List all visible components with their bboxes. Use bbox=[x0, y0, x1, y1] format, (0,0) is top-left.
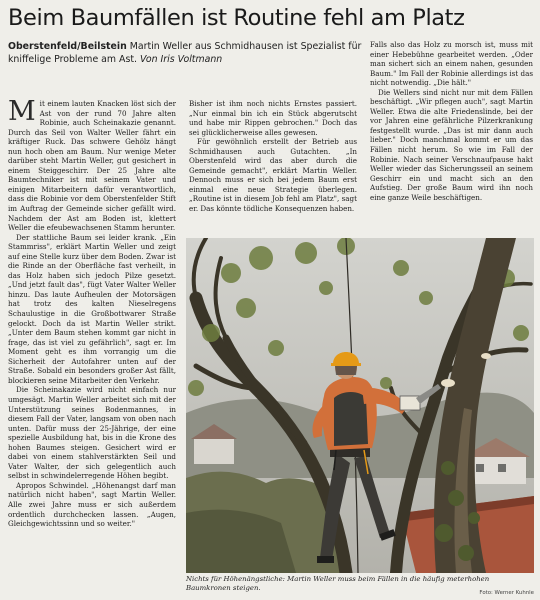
paragraph: Die Wellers sind nicht nur mit dem Fällen beschäftigt. „Wir pflegen auch", sagt Martin Weller. Etwa die alte Friedenslinde, bei der vor Jahren eine gefährliche Pilzerkrankung festgestellt wurde. „Das ist mir dann auch lieber." Doch manchmal kommt er um das Fällen nicht herum. So wie im Fall der Robinie. Nach seiner Verschnaufpause hakt Weller wieder das Sicherungsseil an seinem Geschirr ein und macht sich an den Aufstieg. Der große Baum wird ihn noch eine ganze Weile beschäftigen. bbox=[370, 87, 533, 202]
article-column-3 bbox=[370, 40, 533, 238]
paragraph bbox=[8, 99, 176, 233]
article-photo bbox=[186, 238, 534, 573]
paragraph: Die Scheinakazie wird nicht einfach nur umgesägt. Martin Weller arbeitet sich mit der Unterstützung seines Bodenmannes, in diesem Fall der Vater, langsam von oben nach unten. Dafür muss der 25-Jährige, der eine spezielle Ausbildung hat, bis in die Krone des hohen Baumes steigen. Gesichert wird er dabei von einem stahlverstärkten Seil und Vater Walter, der sich gelegentlich auch selbst in schwindelerregende Höhen begibt. bbox=[8, 385, 176, 481]
photo-caption: Nichts für Höhenängstliche: Martin Weller muss beim Fällen in die häufig meterhohen Baumkronen steigen. bbox=[186, 575, 490, 593]
photo-illustration bbox=[186, 238, 534, 573]
subline bbox=[8, 40, 370, 66]
drop-cap: M bbox=[8, 99, 36, 127]
paragraph: Apropos Schwindel. „Höhenangst darf man natürlich nicht haben", sagt Martin Weller. Alle zwei Jahre muss er sich außerdem ordentlich durchchecken lassen. „Augen, Gleichgewichtssinn und so weiter." bbox=[8, 480, 176, 529]
paragraph: Für gewöhnlich erstellt der Betrieb aus Schmidhausen auch Gutachten. „In Oberstenfeld wird das aber durch die Gemeinde gemacht", erklärt Martin Weller. Dennoch muss er sich bei jedem Baum erst einmal eine neue Strategie überlegen. „Routine ist in diesem Job fehl am Platz", sagt er. Das könnte tödliche Konsequenzen haben. bbox=[189, 137, 357, 214]
paragraph: Falls also das Holz zu morsch ist, muss mit einer Hebebühne gearbeitet werden. „Oder man sichert sich an einem nahen, gesunden Baum." Im Fall der Robinie allerdings ist das nicht notwendig. „Die hält." bbox=[370, 40, 533, 88]
paragraph: Bisher ist ihm noch nichts Ernstes passiert. „Nur einmal bin ich ein Stück abgerutscht und habe mir Rippen gebrochen." Doch das sei glücklicherweise alles gewesen. bbox=[189, 99, 357, 137]
article-column-2 bbox=[189, 99, 357, 231]
photo-credit: Foto: Werner Kuhnle bbox=[479, 590, 534, 596]
paragraph-text: it einem lauten Knacken löst sich der Ast von der rund 70 Jahre alten Robinie, auch Scheinakazie genannt. Durch das Seil von Walter Weller fährt ein kräftiger Ruck. Das schwere Gehölz hängt nun hoch oben am Baum. Nur wenige Meter darüber steht Martin Weller, gut gesichert in einem Steiggeschirr. Der 25 Jahre alte Baumtechniker ist mit seinem Vater und einigen Mitarbeitern dafür verantwortlich, dass die Robinie vor dem Oberstenfelder Stift im Auftrag der Gemeinde sicher gefällt wird. Nachdem der Ast am Boden ist, klettert Weller die efeubewachsenen Stamm herunter. bbox=[8, 99, 176, 233]
subline-place: Oberstenfeld/Beilstein bbox=[8, 41, 127, 52]
headline: Beim Baumfällen ist Routine fehl am Platz bbox=[8, 5, 465, 31]
subline-author: Von Iris Voltmann bbox=[139, 54, 223, 65]
paragraph: Der stattliche Baum sei leider krank. „Ein Stammriss", erklärt Martin Weller und zeigt auf eine Stelle kurz über dem Boden. Zwar ist die Rinde an der Oberfläche fast verheilt, in das Holz haben sich jedoch Pilze gesetzt. „Und jetzt fault das", fügt Vater Walter Weller hinzu. Das laute Aufheulen der Motorsägen hat trotz des kalten Nieselregens Schaulustige in die Großbottwarer Straße gelockt. Doch da ist Martin Weller strikt. „Unter dem Baum stehen kommt gar nicht in frage, das ist viel zu gefährlich", sagt er. Im Moment geht es ihm vorrangig um die Sicherheit der Autofahrer unten auf der Straße. Sobald ein besonders großer Ast fällt, blockieren seine Mitarbeiter den Verkehr. bbox=[8, 232, 176, 385]
article-column-1 bbox=[8, 99, 176, 590]
subline-text: Martin Weller aus Schmidhausen ist Spezialist für kniffelige Probleme am Ast. bbox=[8, 41, 362, 65]
